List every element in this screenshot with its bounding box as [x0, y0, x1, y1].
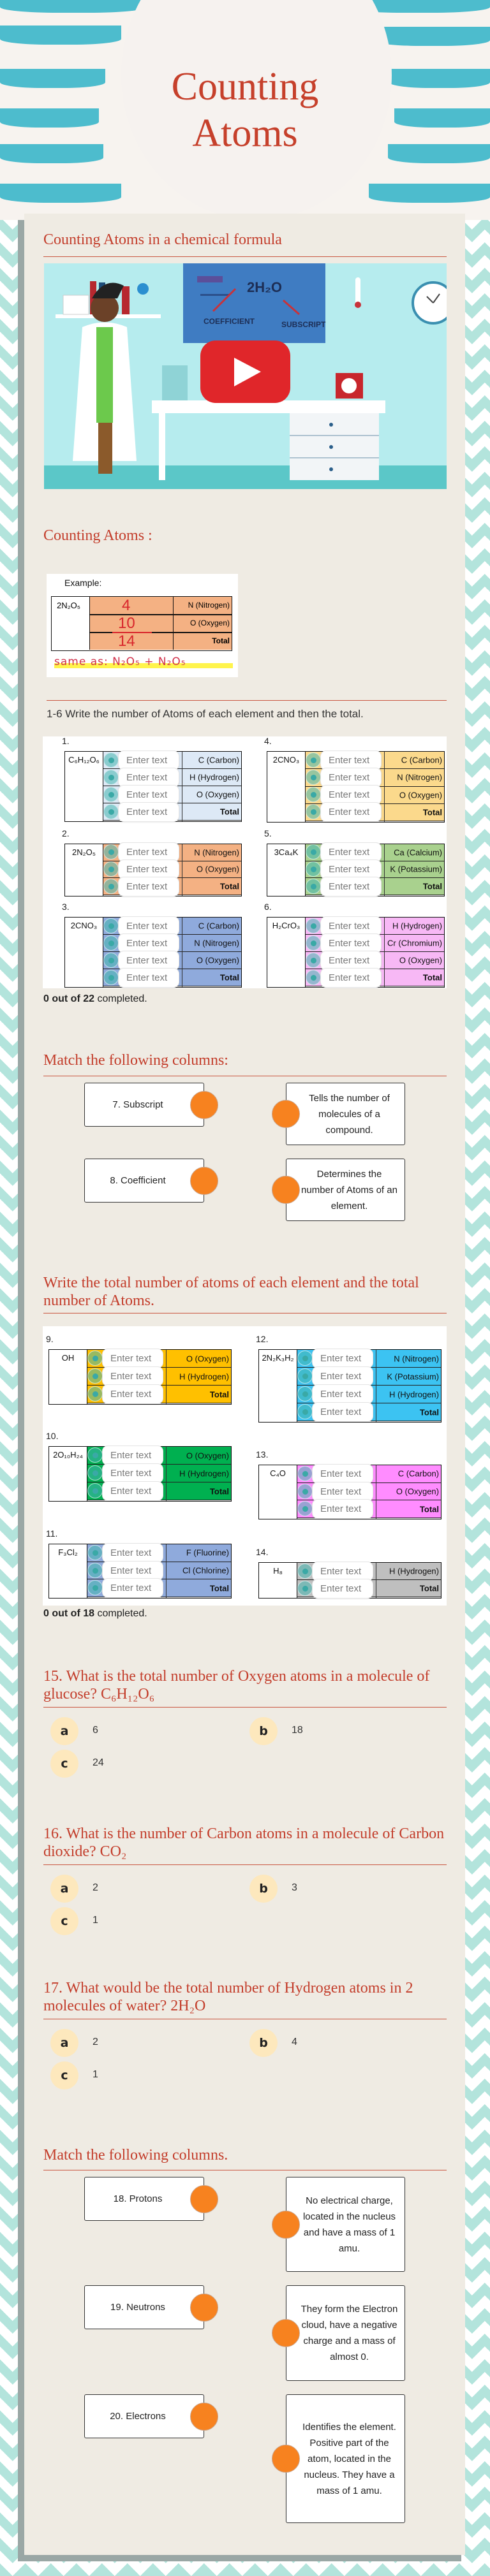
answer-input[interactable]: Enter text — [102, 1543, 163, 1563]
match-definition[interactable]: Tells the number of molecules of a compound. — [286, 1083, 405, 1145]
drag-handle[interactable] — [306, 787, 321, 802]
formula: H₈ — [259, 1563, 297, 1598]
answer-option[interactable] — [249, 2029, 428, 2057]
title-line: Counting — [171, 65, 319, 108]
formula: 2CNO₃ — [267, 752, 306, 822]
column-divider — [384, 752, 385, 822]
element-label: K (Potassium) — [387, 1372, 439, 1381]
answer-input[interactable]: Enter text — [320, 750, 382, 770]
title-line: Atoms — [192, 112, 298, 155]
drag-handle[interactable] — [103, 770, 119, 785]
option-value: 24 — [93, 1757, 104, 1768]
element-label: O (Oxygen) — [396, 1486, 439, 1497]
column-divider — [166, 1447, 167, 1501]
counter-value: 0 out of 18 — [43, 1608, 95, 1619]
match-connector[interactable] — [190, 2403, 218, 2431]
divider — [43, 1707, 447, 1708]
answer-input[interactable]: Enter text — [312, 1402, 373, 1422]
video-embed[interactable] — [44, 263, 447, 489]
drag-handle[interactable] — [297, 1484, 313, 1499]
match-term[interactable]: 20. Electrons — [84, 2394, 204, 2438]
question-heading: 17. What would be the total number of Hydrogen atoms in 2 molecules of water? 2H₂O — [43, 1980, 413, 2014]
answer-input[interactable]: Enter text — [118, 842, 179, 862]
answer-input[interactable]: Enter text — [118, 802, 179, 822]
element-label: H (Hydrogen) — [389, 1389, 439, 1399]
example-row: N (Nitrogen) — [188, 601, 230, 610]
answer-option[interactable] — [50, 1875, 229, 1903]
wave-stripe — [0, 26, 121, 45]
element-label: Total — [219, 881, 239, 891]
divider — [43, 256, 447, 257]
answer-input[interactable]: Enter text — [320, 951, 382, 970]
drag-handle[interactable] — [103, 953, 119, 968]
answer-input[interactable]: Enter text — [102, 1578, 163, 1598]
element-label: Total — [419, 1583, 439, 1593]
element-label: Total — [219, 972, 239, 983]
drag-handle[interactable] — [103, 879, 119, 894]
counter-label: completed. — [94, 993, 147, 1004]
element-label: C (Carbon) — [198, 755, 239, 765]
example-image — [47, 574, 238, 677]
match-definition[interactable]: Identifies the element. Positive part of the atom, located in the nucleus. They have a mass of 1 amu. — [286, 2394, 405, 2523]
match-term[interactable]: 8. Coefficient — [84, 1159, 204, 1203]
drag-handle[interactable] — [297, 1501, 313, 1516]
handwritten-value: 4 — [122, 597, 131, 614]
option-value: 6 — [93, 1725, 98, 1736]
element-label: H (Hydrogen) — [189, 772, 239, 782]
match-connector[interactable] — [272, 2319, 300, 2347]
element-label: N (Nitrogen) — [394, 1354, 439, 1363]
question-number: 6. — [264, 902, 272, 912]
answer-input[interactable]: Enter text — [320, 933, 382, 953]
question-number: 2. — [62, 828, 70, 838]
section-heading: Match the following columns: — [43, 1052, 228, 1069]
match-connector[interactable] — [190, 1091, 218, 1119]
wave-stripe — [0, 184, 121, 203]
match-term[interactable]: 19. Neutrons — [84, 2285, 204, 2329]
element-label: O (Oxygen) — [399, 790, 442, 800]
column-divider — [166, 1350, 167, 1404]
drag-handle[interactable] — [87, 1368, 103, 1384]
drag-handle[interactable] — [103, 935, 119, 951]
element-label: Total — [419, 1504, 439, 1514]
option-letter-badge: c — [50, 2061, 78, 2089]
answer-input[interactable]: Enter text — [312, 1499, 373, 1519]
match-connector[interactable] — [272, 1100, 300, 1128]
panel-shadow — [18, 220, 24, 2561]
element-label: H (Hydrogen) — [179, 1372, 229, 1381]
option-letter-badge: a — [50, 1875, 78, 1903]
drag-handle[interactable] — [87, 1386, 103, 1401]
element-label: F (Fluorine) — [186, 1548, 229, 1558]
element-label: Total — [422, 972, 442, 983]
match-definition[interactable]: They form the Electron cloud, have a negative charge and a mass of almost 0. — [286, 2285, 405, 2381]
match-connector[interactable] — [272, 2211, 300, 2239]
drag-handle[interactable] — [306, 918, 321, 933]
formula: F₃Cl₂ — [49, 1544, 87, 1598]
question-number: 11. — [46, 1528, 58, 1539]
question-number: 1. — [62, 736, 70, 746]
answer-option[interactable] — [50, 1907, 229, 1935]
section-heading: Match the following columns. — [43, 2147, 228, 2163]
drag-handle[interactable] — [306, 770, 321, 785]
answer-input[interactable]: Enter text — [118, 785, 179, 805]
match-connector[interactable] — [190, 1167, 218, 1195]
formula: C₄O — [259, 1465, 297, 1519]
answer-option[interactable] — [50, 1717, 229, 1745]
option-letter-badge: a — [50, 2029, 78, 2057]
answer-input[interactable]: Enter text — [312, 1482, 373, 1502]
element-label: O (Oxygen) — [186, 1354, 229, 1363]
answer-input[interactable]: Enter text — [118, 860, 179, 879]
drag-handle[interactable] — [87, 1580, 103, 1595]
question-number: 3. — [62, 902, 70, 912]
match-connector[interactable] — [190, 2185, 218, 2213]
answer-option[interactable] — [50, 1750, 229, 1778]
column-divider — [384, 918, 385, 987]
column-divider — [384, 844, 385, 896]
drag-handle[interactable] — [306, 935, 321, 951]
element-label: Total — [219, 807, 239, 817]
option-letter-badge: c — [50, 1750, 78, 1778]
option-letter-badge: c — [50, 1907, 78, 1935]
divider — [43, 1864, 447, 1865]
answer-input[interactable]: Enter text — [320, 877, 382, 896]
option-value: 1 — [93, 2069, 98, 2080]
match-connector[interactable] — [190, 2294, 218, 2322]
drag-handle[interactable] — [297, 1404, 313, 1419]
answer-input[interactable]: Enter text — [312, 1562, 373, 1581]
match-term[interactable]: 7. Subscript — [84, 1083, 204, 1127]
drag-handle[interactable] — [87, 1465, 103, 1481]
option-value: 3 — [292, 1882, 297, 1893]
video-thumbnail — [44, 263, 447, 489]
handwritten-value: 14 — [118, 633, 135, 650]
element-label: O (Oxygen) — [186, 1451, 229, 1460]
example-row: Total — [212, 636, 230, 645]
section-heading: Counting Atoms : — [43, 527, 152, 544]
answer-input[interactable]: Enter text — [118, 750, 179, 770]
match-connector[interactable] — [272, 1176, 300, 1204]
element-label: N (Nitrogen) — [397, 772, 442, 782]
question-heading: 16. What is the number of Carbon atoms in a molecule of Carbon dioxide? CO₂ — [43, 1826, 445, 1860]
answer-input[interactable]: Enter text — [102, 1463, 163, 1483]
match-definition[interactable]: Determines the number of Atoms of an element. — [286, 1159, 405, 1221]
answer-option[interactable] — [249, 1717, 428, 1745]
question-heading: 15. What is the total number of Oxygen atoms in a molecule of glucose? C₆H₁₂O₆ — [43, 1668, 430, 1702]
element-label: Cr (Chromium) — [387, 938, 442, 948]
formula: C₆H₁₂O₆ — [65, 752, 103, 821]
wave-stripe — [369, 184, 490, 203]
element-label: C (Carbon) — [198, 921, 239, 931]
drag-handle[interactable] — [103, 861, 119, 877]
example-note: same as: N₂O₅ + N₂O₅ — [54, 655, 233, 668]
example-row: O (Oxygen) — [189, 618, 230, 627]
formula: 2CNO₃ — [65, 918, 103, 987]
element-label: Total — [422, 807, 442, 817]
element-label: O (Oxygen) — [196, 789, 239, 800]
option-value: 2 — [93, 2037, 98, 2047]
question-number: 14. — [256, 1547, 269, 1557]
drag-handle[interactable] — [306, 861, 321, 877]
completion-counter — [43, 993, 147, 1005]
question-number: 5. — [264, 828, 272, 838]
section-heading: Counting Atoms in a chemical formula — [43, 231, 282, 248]
question-number: 13. — [256, 1449, 269, 1460]
option-value: 1 — [93, 1915, 98, 1926]
drag-handle[interactable] — [103, 970, 119, 985]
option-letter-badge: a — [50, 1717, 78, 1745]
drag-handle[interactable] — [87, 1483, 103, 1498]
formula: 2N₂O₅ — [65, 844, 103, 896]
section-heading: Write the total number of atoms of each element and the total number of Atoms. — [43, 1275, 419, 1309]
wave-stripe — [373, 27, 490, 46]
answer-input[interactable]: Enter text — [312, 1384, 373, 1404]
answer-input[interactable]: Enter text — [102, 1561, 163, 1581]
panel-shadow — [18, 2555, 461, 2561]
element-label: H (Hydrogen) — [389, 1566, 439, 1576]
question-number: 4. — [264, 736, 272, 746]
column-divider — [166, 1544, 167, 1598]
answer-input[interactable]: Enter text — [312, 1366, 373, 1386]
completion-counter — [43, 1608, 147, 1620]
formula: 2N₂K₃H₂ — [259, 1350, 297, 1422]
answer-input[interactable]: Enter text — [118, 968, 179, 988]
drag-handle[interactable] — [87, 1447, 103, 1463]
match-definition[interactable]: No electrical charge, located in the nucleus and have a mass of 1 amu. — [286, 2177, 405, 2272]
element-label: H (Hydrogen) — [179, 1468, 229, 1478]
board-coefficient-label: COEFFICIENT — [204, 317, 255, 326]
match-connector[interactable] — [272, 2445, 300, 2473]
option-letter-badge: b — [249, 1717, 278, 1745]
formula: 2O₁₀H₂₄ — [49, 1447, 87, 1501]
answer-input[interactable]: Enter text — [118, 933, 179, 953]
question-number: 10. — [46, 1431, 59, 1441]
wave-stripe — [0, 0, 147, 13]
answer-input[interactable]: Enter text — [118, 951, 179, 970]
answer-input[interactable]: Enter text — [320, 768, 382, 787]
answer-input[interactable]: Enter text — [102, 1384, 163, 1404]
question-number: 9. — [46, 1334, 54, 1344]
match-term[interactable]: 18. Protons — [84, 2177, 204, 2221]
drag-handle[interactable] — [103, 804, 119, 819]
counter-label: completed. — [94, 1608, 147, 1619]
formula: H₂CrO₃ — [267, 918, 306, 987]
element-label: N (Nitrogen) — [194, 847, 239, 858]
answer-input[interactable]: Enter text — [102, 1445, 163, 1465]
element-label: Total — [419, 1407, 439, 1417]
page-title — [0, 64, 490, 157]
answer-option[interactable] — [249, 1875, 428, 1903]
drag-handle[interactable] — [297, 1581, 313, 1596]
header-banner — [0, 0, 490, 220]
option-value: 4 — [292, 2037, 297, 2047]
divider — [47, 700, 447, 701]
drag-handle[interactable] — [306, 879, 321, 894]
drag-handle[interactable] — [297, 1386, 313, 1401]
answer-input[interactable]: Enter text — [118, 768, 179, 787]
drag-handle[interactable] — [103, 752, 119, 768]
option-letter-badge: b — [249, 1875, 278, 1903]
drag-handle[interactable] — [87, 1350, 103, 1366]
element-label: O (Oxygen) — [196, 955, 239, 965]
drag-handle[interactable] — [297, 1563, 313, 1579]
example-table — [51, 596, 232, 651]
divider — [43, 1313, 447, 1314]
element-label: Total — [209, 1583, 229, 1593]
instructions: 1-6 Write the number of Atoms of each element and then the total. — [47, 708, 364, 720]
drag-handle[interactable] — [306, 953, 321, 968]
answer-input[interactable]: Enter text — [320, 860, 382, 879]
answer-input[interactable]: Enter text — [320, 802, 382, 822]
drag-handle[interactable] — [87, 1563, 103, 1578]
drag-handle[interactable] — [297, 1368, 313, 1384]
answer-input[interactable]: Enter text — [320, 842, 382, 862]
drag-handle[interactable] — [297, 1466, 313, 1481]
option-value: 18 — [292, 1725, 303, 1736]
element-label: N (Nitrogen) — [194, 938, 239, 948]
element-label: Cl (Chlorine) — [182, 1565, 229, 1576]
question-number: 12. — [256, 1334, 269, 1344]
drag-handle[interactable] — [306, 970, 321, 985]
answer-input[interactable]: Enter text — [118, 877, 179, 896]
answer-option[interactable] — [50, 2029, 229, 2057]
element-label: C (Carbon) — [401, 755, 442, 765]
formula: 3Ca₄K — [267, 844, 306, 896]
board-subscript-label: SUBSCRIPT — [281, 320, 326, 329]
example-formula: 2N₂O₅ — [52, 597, 90, 650]
answer-input[interactable]: Enter text — [102, 1481, 163, 1501]
drag-handle[interactable] — [306, 752, 321, 768]
answer-input[interactable]: Enter text — [320, 968, 382, 988]
answer-input[interactable]: Enter text — [312, 1464, 373, 1484]
answer-input[interactable]: Enter text — [320, 785, 382, 805]
element-label: Total — [209, 1389, 229, 1399]
drag-handle[interactable] — [103, 918, 119, 933]
handwritten-value: 10 — [118, 615, 135, 632]
drag-handle[interactable] — [87, 1545, 103, 1560]
counter-value: 0 out of 22 — [43, 993, 95, 1004]
example-label: Example: — [64, 578, 102, 588]
answer-option[interactable] — [50, 2061, 229, 2089]
answer-input[interactable]: Enter text — [312, 1579, 373, 1599]
element-label: Total — [422, 881, 442, 891]
option-value: 2 — [93, 1882, 98, 1893]
answer-input[interactable]: Enter text — [312, 1349, 373, 1368]
element-label: C (Carbon) — [397, 1468, 439, 1479]
board-formula: 2H₂O — [247, 279, 283, 295]
option-letter-badge: b — [249, 2029, 278, 2057]
element-label: K (Potassium) — [390, 864, 442, 874]
answer-input[interactable]: Enter text — [102, 1349, 163, 1368]
element-label: Total — [209, 1486, 229, 1496]
drag-handle[interactable] — [103, 787, 119, 802]
formula: OH — [49, 1350, 87, 1404]
answer-input[interactable]: Enter text — [118, 916, 179, 936]
answer-input[interactable]: Enter text — [102, 1366, 163, 1386]
answer-input[interactable]: Enter text — [320, 916, 382, 936]
element-label: Ca (Calcium) — [394, 847, 442, 858]
element-label: H (Hydrogen) — [392, 921, 442, 931]
element-label: O (Oxygen) — [399, 955, 442, 965]
element-label: O (Oxygen) — [196, 864, 239, 874]
drag-handle[interactable] — [297, 1350, 313, 1366]
